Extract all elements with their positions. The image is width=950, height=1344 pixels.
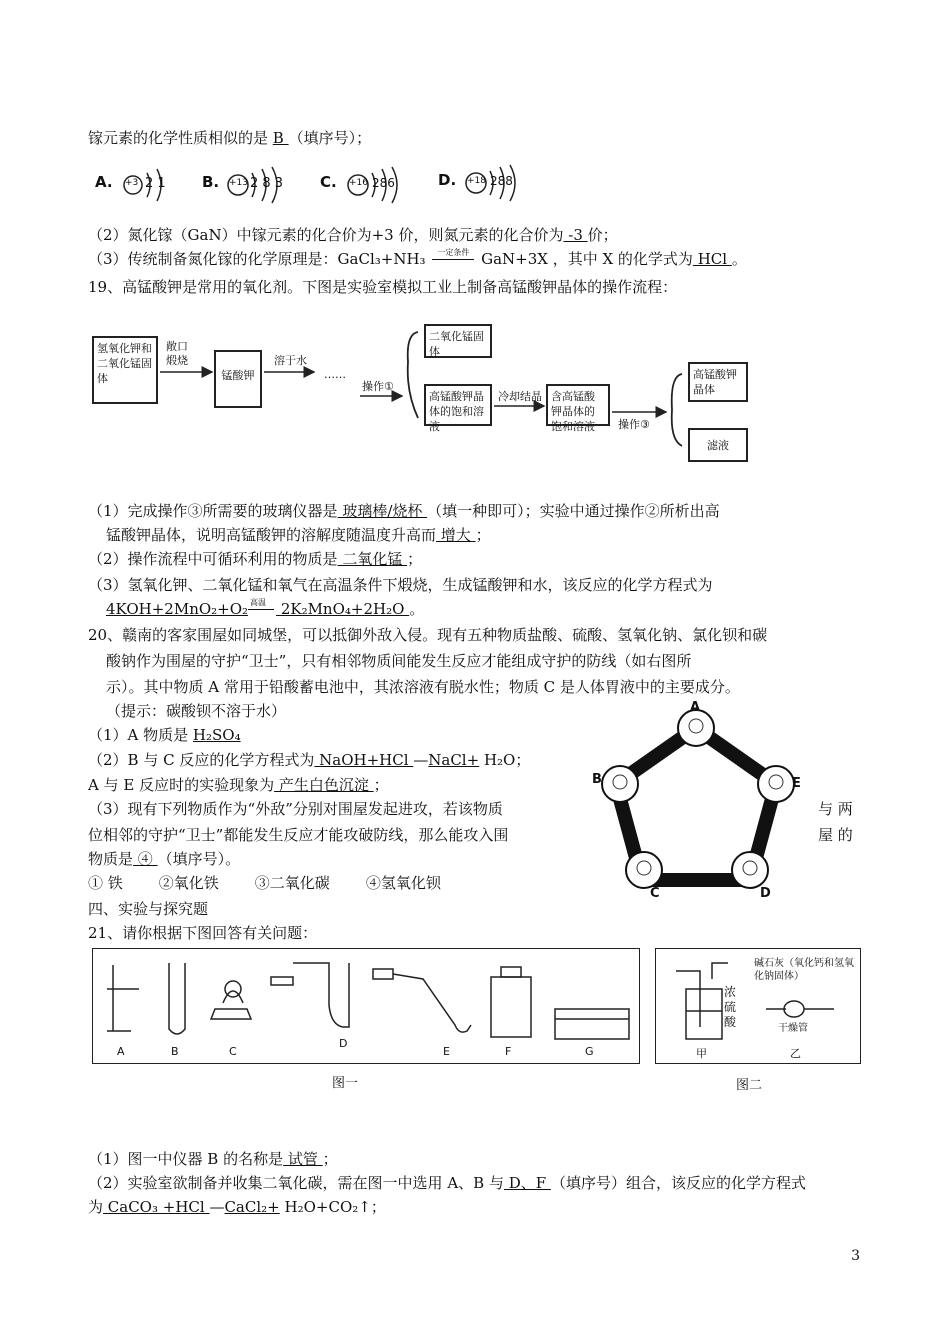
fig2-label-jia: 甲: [696, 1047, 707, 1060]
q21-answer-2: D、F: [503, 1174, 551, 1192]
q20-answer-3: ④: [133, 850, 158, 868]
page-number: 3: [851, 1248, 860, 1264]
q21-answer-2b: CaCO₃ +HCl: [103, 1198, 210, 1216]
q20-option-4: ④氢氧化钡: [365, 874, 441, 892]
q20-hint: （提示：碳酸钡不溶于水）: [106, 702, 287, 720]
fig2-label-yi: 乙: [790, 1047, 801, 1060]
q20-a2: （2）B 与 C 反应的化学方程式为 NaOH+HCl —NaCl+ H₂O；: [88, 751, 531, 769]
fig2-text-drying-tube: 干燥管: [778, 1023, 808, 1034]
q20-option-3: ③二氧化碳: [254, 874, 330, 892]
fig2-text-conc-h2so4: 浓硫酸: [724, 985, 737, 1029]
fig1-label-a: A: [117, 1045, 125, 1058]
atom-a-shells: [95, 165, 185, 205]
q20-pentagon-diagram: [588, 700, 818, 905]
flow-out2-box: 高锰酸钾晶体的饱和溶液: [424, 384, 492, 426]
q20-option-2: ②氧化铁: [158, 874, 219, 892]
flow-op1-label: 操作①: [362, 380, 394, 393]
atom-d-shells: [438, 163, 538, 203]
q19-a1: （1）完成操作③所需要的玻璃仪器是 玻璃棒/烧杯 （填一种即可）；实验中通过操作②所析出高: [88, 502, 720, 520]
fig1-label-c: C: [229, 1045, 237, 1058]
q18-line1-post: （填序号）；: [288, 129, 372, 147]
fig1-label-d: D: [339, 1037, 348, 1050]
atom-diagram-d: D. +18 288: [438, 163, 538, 203]
figure2-caption: 图二: [736, 1078, 763, 1093]
flow-op3-label: 操作③: [618, 418, 650, 431]
q21-intro: 21、请你根据下图回答有关问题：: [88, 924, 318, 942]
flow-mid2-box: 含高锰酸钾晶体的饱和溶液: [546, 384, 610, 426]
q20-a2b: A 与 E 反应时的实验现象为 产生白色沉淀 ；: [88, 776, 389, 794]
q20-intro2: 酸钠作为围屋的守护“卫士”，只有相邻物质间能发生反应才能组成守护的防线（如右图所: [106, 652, 692, 670]
q20-a3-l3: 物质是 ④ （填序号）。: [88, 850, 241, 868]
q20-options: [88, 872, 477, 894]
flow-mid1-box: 锰酸钾: [214, 350, 262, 408]
q20-a3-l1: （3）现有下列物质作为“外敌”分别对围屋发起进攻，若该物质: [88, 800, 503, 818]
flow-out3-box: 高锰酸钾晶体: [688, 362, 748, 402]
q20-option-1: ① 铁: [88, 874, 123, 892]
q19-answer-3: 4KOH+2MnO₂+O₂: [106, 600, 249, 618]
atom-diagram-c: C. +16 286: [320, 165, 420, 205]
flow-step3-label: 冷却结晶: [498, 390, 542, 403]
q21-figure-2: [655, 948, 861, 1064]
flow-step1-label: 敞口煅烧: [166, 340, 188, 367]
pentagon-label-c: C: [650, 886, 660, 901]
pentagon-label-e: E: [792, 776, 801, 791]
flow-step2-label: 溶于水: [274, 354, 307, 367]
q18-answer-1: B: [272, 129, 289, 147]
q21-figure-1: [92, 948, 640, 1064]
q18-line1-text: 镓元素的化学性质相似的是: [88, 129, 273, 147]
q21-a1: （1）图一中仪器 B 的名称是 试管 ；: [88, 1150, 338, 1168]
q18-answer-3: HCl: [692, 250, 732, 268]
q19-intro: 19、高锰酸钾是常用的氧化剂。下图是实验室模拟工业上制备高锰酸钾晶体的操作流程：: [88, 278, 678, 296]
q19-a2: （2）操作流程中可循环利用的物质是 二氧化锰 ；: [88, 550, 423, 568]
atom-diagram-a: A. +3 2 1: [95, 165, 185, 205]
fig1-label-g: G: [585, 1045, 594, 1058]
q19-a3-eq: 4KOH+2MnO₂+O₂ 高温 2K₂MnO₄+2H₂O 。: [106, 598, 425, 618]
q20-a1: （1）A 物质是 H₂SO₄: [88, 726, 241, 744]
q20-answer-2b: 产生白色沉淀: [274, 776, 374, 794]
q20-answer-1: H₂SO₄: [192, 726, 241, 744]
pentagon-label-b: B: [592, 772, 602, 787]
fig1-label-b: B: [171, 1045, 179, 1058]
pentagon-label-a: A: [690, 700, 701, 715]
section-4-heading: 四、实验与探究题: [88, 900, 209, 918]
atom-diagram-b: B. +13 2 8 3: [202, 165, 302, 205]
q18-line3: （3）传统制备氮化镓的化学原理是：GaCl₃+NH₃ 一定条件 GaN+3X ，其中 X 的化学式为 HCl 。: [88, 248, 747, 268]
q20-a3-l2-right: 屋 的: [818, 826, 853, 844]
fig2-text-sodalime: 碱石灰（氧化钙和氢氧化钠固体）: [754, 958, 854, 982]
q19-answer-1: 玻璃棒/烧杯: [337, 502, 428, 520]
q19-answer-2: 二氧化锰: [337, 550, 408, 568]
fig1-label-e: E: [443, 1045, 450, 1058]
flow-out4-box: 滤液: [688, 428, 748, 462]
q20-answer-2: NaOH+HCl: [314, 751, 414, 769]
q19-flowchart: [88, 318, 868, 468]
q20-a3-l2: 位相邻的守护“卫士”都能发生反应才能攻破防线，那么能攻入围: [88, 826, 509, 844]
pentagon-shape: [588, 700, 818, 905]
fig1-label-f: F: [505, 1045, 512, 1058]
q19-answer-1b: 增大: [436, 526, 476, 544]
flow-dots: ……: [324, 368, 346, 381]
q19-a1-line2: 锰酸钾晶体，说明高锰酸钾的溶解度随温度升高而 增大 ；: [106, 526, 491, 544]
q18-answer-2: -3: [563, 226, 588, 244]
q20-a3-l1-right: 与 两: [818, 800, 853, 818]
q21-a2-line2: 为 CaCO₃ +HCl —CaCl₂+ H₂O+CO₂↑；: [88, 1198, 386, 1216]
flow-start-box: 氢氧化钾和二氧化锰固体: [92, 336, 158, 404]
q19-a3: （3）氢氧化钾、二氧化锰和氧气在高温条件下煅烧，生成锰酸钾和水，该反应的化学方程式为: [88, 576, 713, 594]
q21-a2: （2）实验室欲制备并收集二氧化碳，需在图一中选用 A、B 与 D、F （填序号）组合，该反应的化学方程式: [88, 1174, 806, 1192]
q20-intro3: 示）。其中物质 A 常用于铅酸蓄电池中，其浓溶液有脱水性；物质 C 是人体胃液中的主要成分。: [106, 678, 740, 696]
pentagon-label-d: D: [760, 886, 771, 901]
q20-intro1: 20、赣南的客家围屋如同城堡，可以抵御外敌入侵。现有五种物质盐酸、硫酸、氢氧化钠、氯化钡和碳: [88, 626, 768, 644]
figure1-caption: 图一: [332, 1076, 359, 1091]
q18-line2: （2）氮化镓（GaN）中镓元素的化合价为+3 价，则氮元素的化合价为 -3 价；: [88, 226, 618, 244]
flow-out1-box: 二氧化锰固体: [424, 324, 492, 358]
q18-line1: [88, 127, 371, 149]
q21-answer-1: 试管: [283, 1150, 323, 1168]
atom-c-shells: [320, 165, 420, 205]
